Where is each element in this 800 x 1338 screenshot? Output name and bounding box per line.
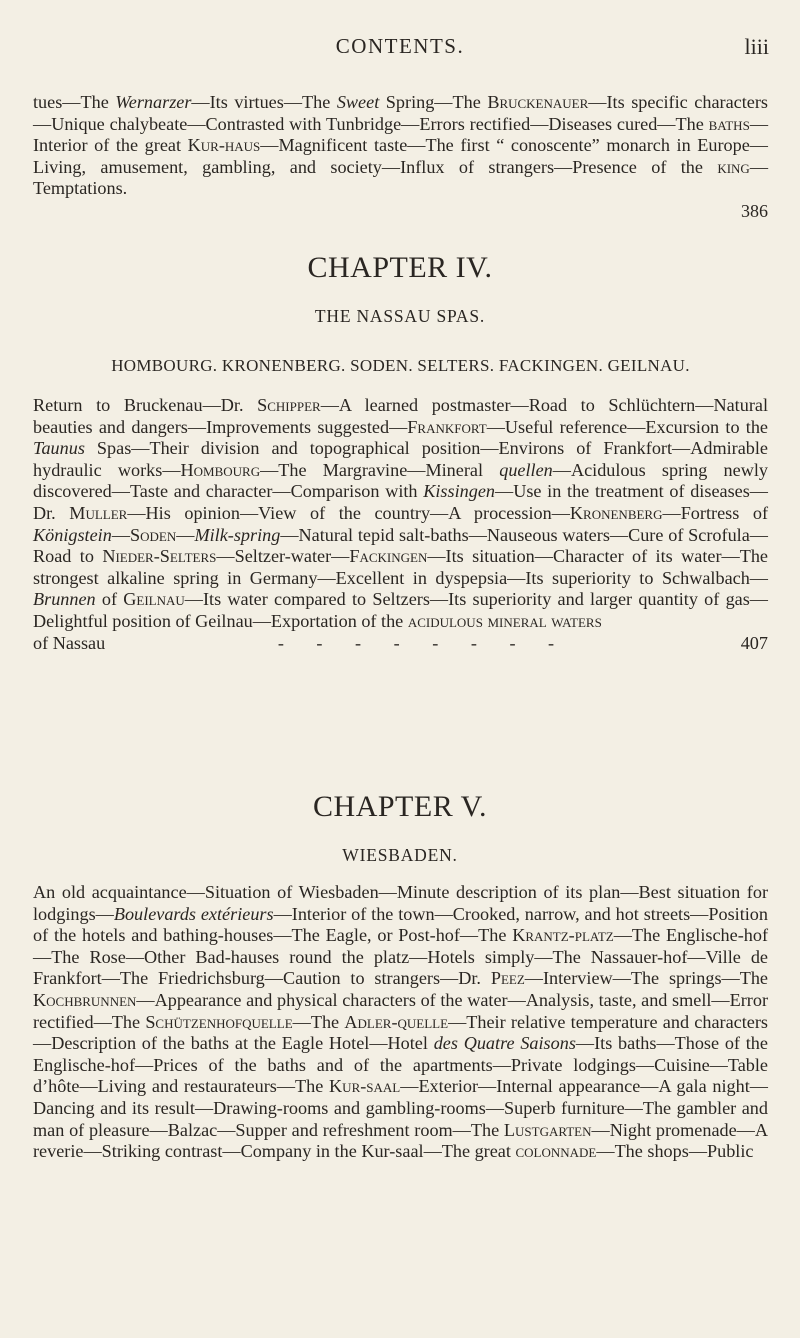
chapter-v-subtitle: WIESBADEN. xyxy=(342,845,458,865)
chapter3-continuation xyxy=(33,92,768,222)
chapter-iv-summary xyxy=(33,395,768,654)
running-head xyxy=(0,34,800,64)
chapter-iv-title: CHAPTER IV. xyxy=(307,251,493,284)
chapter-iv-places: HOMBOURG. KRONENBERG. SODEN. SELTERS. FACKINGEN. GEILNAU. xyxy=(111,356,690,375)
dot-leader: - - - - - - - - xyxy=(277,632,569,653)
chapter-iv-subtitle: THE NASSAU SPAS. xyxy=(314,306,486,326)
chapter3-summary-text: tues—The Wernarzer—Its virtues—The Sweet Spring—The Bruckenauer—Its specific characters—Unique chalybeate—Contrasted with Tunbridge—Errors rectified—Diseases cured—The baths—Interior of the great Kur-haus—Magnificent taste—The first “ conoscente” monarch in Europe—Living, amusement, gambling, and society—Influx of strangers—Presence of the king—Temptations. xyxy=(33,92,768,199)
chapter-iv-summary-text: Return to Bruckenau—Dr. Schipper—A learned postmaster—Road to Schlüchtern—Natural beauties and dangers—Improvements suggested—Frankfort—Useful reference—Excursion to the Taunus Spas—Their division and topographical position—Environs of Frankfort—Admirable hydraulic works—Hombourg—The Margravine—Mineral quellen—Acidulous spring newly discovered—Taste and character—Comparison with Kissingen—Use in the treatment of diseases—Dr. Muller—His opinion—View of the country—A procession—Kronenberg—Fortress of Königstein—Soden—Milk-spring—Natural tepid salt-baths—Nauseous waters—Cure of Scrofula—Road to Nieder-Selters—Seltzer-water—Fackingen—Its situation—Character of its water—The strongest alkaline spring in Germany—Excellent in dyspepsia—Its superiority to Schwalbach—Brunnen of Geilnau—Its water compared to Seltzers—Its superiority and larger quantity of gas—Delightful position of Geilnau—Exportation of the acidulous mineral waters xyxy=(33,395,769,631)
chapter-iv-last-line xyxy=(33,633,768,655)
chapter-iv-last-text: of Nassau xyxy=(33,632,106,653)
running-head-title: CONTENTS. xyxy=(335,34,465,58)
chapter-v-title: CHAPTER V. xyxy=(313,790,487,823)
chapter-iv-page-ref: 407 xyxy=(740,632,768,653)
chapter3-page-ref: 386 xyxy=(741,200,768,221)
chapter-v-summary-text: An old acquaintance—Situation of Wiesbaden—Minute description of its plan—Best situation for lodgings—Boulevards extérieurs—Interior of the town—Crooked, narrow, and hot streets—Position of the hotels and bathing-houses—The Eagle, or Post-hof—The Krantz-platz—The Englische-hof—The Rose—Other Bad-hauses round the platz—Hotels simply—The Nassauer-hof—Ville de Frankfort—The Friedrichsburg—Caution to strangers—Dr. Peez—Interview—The springs—The Kochbrunnen—Appearance and physical characters of the water—Analysis, taste, and smell—Error rectified—The Schützenhofquelle—The Adler-quelle—Their relative temperature and characters—Description of the baths at the Eagle Hotel—Hotel des Quatre Saisons—Its baths—Those of the Englische-hof—Prices of the baths and of the apartments—Private lodgings—Cuisine—Table d’hôte—Living and restaurateurs—The Kur-saal—Exterior—Internal appearance—A gala night—Dancing and its result—Drawing-rooms and gambling-rooms—Superb furniture—The gambler and man of pleasure—Balzac—Supper and refreshment room—The Lustgarten—Night promenade—A reverie—Striking contrast—Company in the Kur-saal—The great colonnade—The shops—Public xyxy=(33,882,769,1162)
page-number: liii xyxy=(744,34,769,59)
chapter-v-summary xyxy=(33,882,768,1163)
